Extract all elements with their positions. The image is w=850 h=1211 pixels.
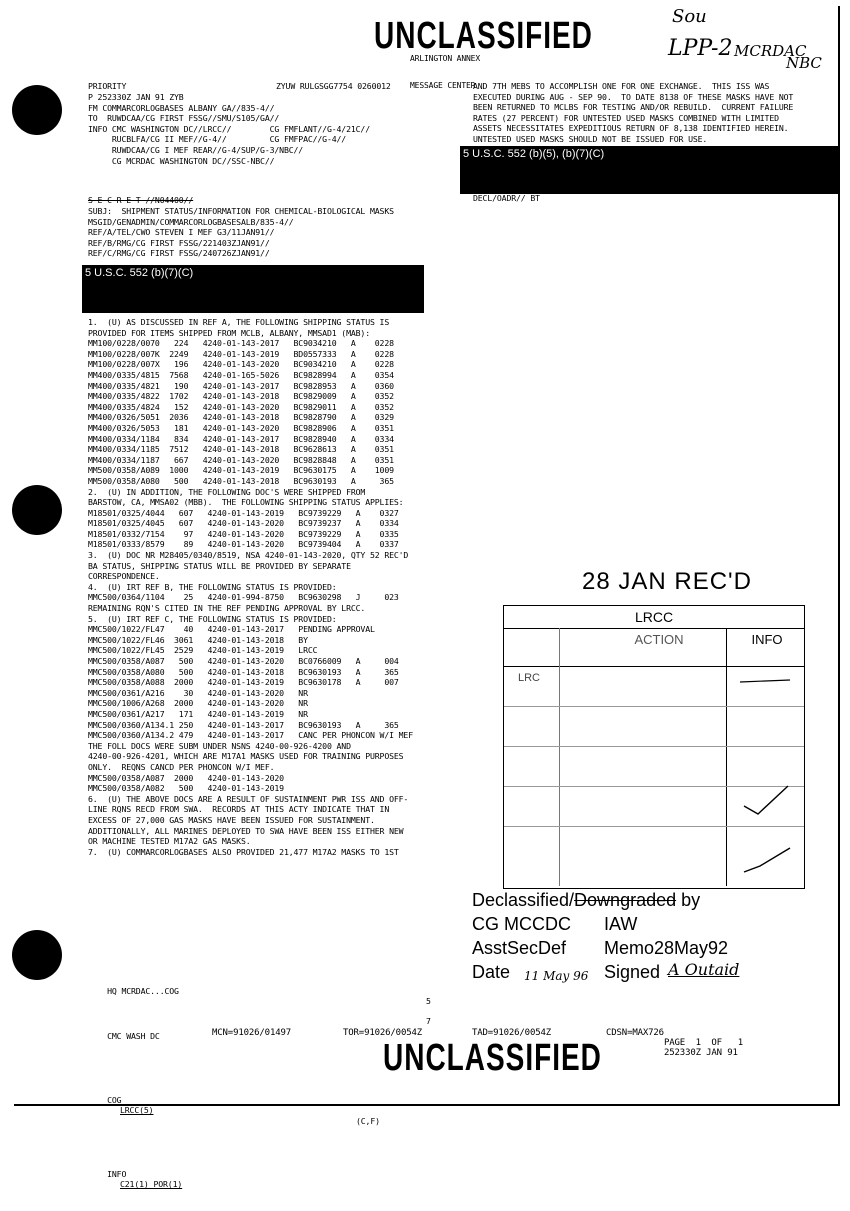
body-line: 4. (U) IRT REF B, THE FOLLOWING STATUS IS PROVIDED: [88,581,337,592]
body-line: MM400/0326/5051 2036 4240-01-143-2018 BC9828790 A 0329 [88,412,394,423]
body-line: MM400/0335/4821 190 4240-01-143-2017 BC9828953 A 0360 [88,380,394,391]
body-line: MMC500/1022/FL47 40 4240-01-143-2017 PENDING APPROVAL [88,624,375,635]
body-line: MM400/0334/1187 667 4240-01-143-2020 BC9828848 A 0351 [88,454,394,465]
message-continuation [473,81,793,145]
continuation-line: ASSETS NECESSITATES EXPEDITIOUS RETURN OF 8,138 IDENTIFIED HEREIN. [473,123,789,134]
routing-line: ZYUW RULGSGG7754 0260012 [276,81,391,91]
body-line: MMC500/0360/A134.1 250 4240-01-143-2017 BC9630193 A 365 [88,719,399,730]
lrcc-routing-stamp [503,605,805,889]
body-line: M18501/0325/4045 607 4240-01-143-2020 BC9739237 A 0334 [88,518,399,529]
declass-date-handwritten: 11 May 96 [524,969,589,983]
body-line: ADDITIONALLY, ALL MARINES DEPLOYED TO SWA HAVE BEEN ISS EITHER NEW [88,825,404,836]
body-line: MMC500/0358/A087 500 4240-01-143-2020 BC0766009 A 004 [88,656,399,666]
punch-hole-bottom [12,930,62,980]
punch-hole-middle [12,485,62,535]
footer-dtg: 252330Z JAN 91 [664,1048,738,1058]
header-line: CG MCRDAC WASHINGTON DC//SSC-NBC// [88,155,275,166]
handwritten-note-1: Sou [672,6,707,27]
lrcc-col-info: INFO [751,632,783,647]
header-line: RUCBLFA/CG II MEF//G-4// CG FMFPAC//G-4// [88,134,347,145]
handwritten-note-4: NBC [786,54,822,72]
footer-info-value: C21(1) POR(1) [120,1179,183,1190]
body-line: MM400/0335/4824 152 4240-01-143-2020 BC9829011 A 0352 [88,401,394,412]
continuation-line: EXECUTED DURING AUG - SEP 90. TO DATE 8138 OF THESE MASKS HAVE NOT [473,91,794,102]
subject-block [88,206,394,259]
subject-line: REF/B/RMG/CG FIRST FSSG/221403ZJAN91// [88,237,270,248]
body-line: MMC500/0364/1104 25 4240-01-994-8750 BC9630298 J 023 [88,592,399,603]
subject-line: SUBJ: SHIPMENT STATUS/INFORMATION FOR CHEMICAL-BIOLOGICAL MASKS [88,206,394,216]
classification-top: UNCLASSIFIED [374,14,593,56]
subject-line: REF/C/RMG/CG FIRST FSSG/240726ZJAN91// [88,248,270,259]
body-line: ONLY. REQNS CANCD PER PHONCON W/I MEF. [88,761,275,772]
lrcc-col-action: ACTION [634,632,684,647]
footer-line-1-num: 5 [426,996,431,1007]
message-body [88,317,413,857]
body-line: MMC500/0361/A216 30 4240-01-143-2020 NR [88,687,308,698]
body-line: MM500/0358/A080 500 4240-01-143-2018 BC9630193 A 365 [88,475,394,486]
body-line: EXCESS OF 27,000 GAS MASKS HAVE BEEN ISSUED FOR SUSTAINMENT. [88,814,375,825]
footer-cdsn: CDSN=MAX726 [606,1028,664,1038]
declass-line1-b: Downgraded [574,890,677,910]
header-line: INFO CMC WASHINGTON DC//LRCC// CG FMFLANT//G-4/21C// [88,123,370,134]
secret-line: S E C R E T //N04400// [88,195,194,205]
subject-line: REF/A/TEL/CWO STEVEN I MEF G3/11JAN91// [88,227,275,238]
footer-cog-code: (C,F) [356,1115,380,1126]
body-line: M18501/0325/4044 607 4240-01-143-2019 BC9739229 A 0327 [88,507,399,518]
continuation-line: BEEN RETURNED TO MCLBS FOR TESTING AND/OR REBUILD. CURRENT FAILURE [473,102,794,113]
declass-line1-c: by [681,890,701,910]
body-line: M18501/0333/8579 89 4240-01-143-2020 BC9739404 A 0337 [88,539,399,550]
handwritten-note-3: MCRDAC [734,42,807,60]
declassification-block [472,888,832,984]
declass-line3-a: AsstSecDef [472,938,567,958]
body-line: MMC500/0358/A088 2000 4240-01-143-2019 BC9630178 A 007 [88,677,399,688]
declass-line2-b: IAW [604,914,638,934]
body-line: MM100/0228/0070 224 4240-01-143-2017 BC9034210 A 0228 [88,338,394,349]
body-line: OR MACHINE TESTED M17A2 GAS MASKS. [88,836,251,847]
body-line: 2. (U) IN ADDITION, THE FOLLOWING DOC'S WERE SHIPPED FROM [88,486,366,497]
continuation-line: AND 7TH MEBS TO ACCOMPLISH ONE FOR ONE EXCHANGE. THIS ISS WAS [473,81,770,91]
body-line: MMC500/1006/A268 2000 4240-01-143-2020 NR [88,698,308,709]
footer-tad: TAD=91026/0054Z [472,1028,552,1038]
message-header [88,92,370,166]
body-line: THE FOLL DOCS WERE SUBM UNDER NSNS 4240-00-926-4200 AND [88,740,351,751]
header-line: RUWDCAA/CG I MEF REAR//G-4/SUP/G-3/NBC// [88,144,304,155]
stamp-line-1: ARLINGTON ANNEX [410,54,480,63]
body-line: MM400/0335/4822 1702 4240-01-143-2018 BC9829009 A 0352 [88,391,394,402]
punch-hole-top [12,85,62,135]
body-line: MM400/0335/4815 7568 4240-01-165-5026 BC9828994 A 0354 [88,369,394,380]
body-line: MM400/0334/1185 7512 4240-01-143-2018 BC9628613 A 0351 [88,444,394,455]
footer-line-2: CMC WASH DC [107,1030,160,1041]
declass-line2-a: CG MCCDC [472,914,571,934]
subject-line: MSGID/GENADMIN/COMMARCORLOGBASESALB/835-4// [88,216,294,227]
body-line: PROVIDED FOR ITEMS SHIPPED FROM MCLB, ALBANY, MMSAD1 (MAB): [88,327,370,338]
body-line: MMC500/0361/A217 171 4240-01-143-2019 NR [88,708,308,719]
footer-info-label: INFO [107,1168,127,1179]
body-line: BA STATUS, SHIPPING STATUS WILL BE PROVIDED BY SEPARATE [88,560,351,571]
body-line: MMC500/0360/A134.2 479 4240-01-143-2017 CANC PER PHONCON W/I MEF [88,730,413,741]
footer-line-1: HQ MCRDAC...COG [107,985,179,996]
body-line: 7. (U) COMMARCORLOGBASES ALSO PROVIDED 21,477 M17A2 MASKS TO 1ST [88,846,399,857]
body-line: MMC500/1022/FL46 3061 4240-01-143-2018 BY [88,634,308,645]
body-line: 3. (U) DOC NR M28405/0340/8519, NSA 4240-01-143-2020, QTY 52 REC'D [88,550,409,561]
stamp-line-2: MESSAGE CENTER [410,81,476,90]
body-line: M18501/0332/7154 97 4240-01-143-2020 BC9739229 A 0335 [88,528,399,539]
body-line: REMAINING RQN'S CITED IN THE REF PENDING APPROVAL BY LRCC. [88,603,366,614]
header-line: TO RUWDCAA/CG FIRST FSSG//SMU/S105/GA// [88,113,280,124]
body-line: 4240-00-926-4201, WHICH ARE M17A1 MASKS USED FOR TRAINING PURPOSES [88,751,404,762]
body-line: 6. (U) THE ABOVE DOCS ARE A RESULT OF SUSTAINMENT PWR ISS AND OFF- [88,793,409,804]
declass-line1-a: Declassified/ [472,890,575,910]
body-line: MMC500/0358/A080 500 4240-01-143-2018 BC9630193 A 365 [88,666,399,677]
body-line: MM100/0228/007X 196 4240-01-143-2020 BC9034210 A 0228 [88,359,394,370]
body-line: MMC500/0358/A087 2000 4240-01-143-2020 [88,772,284,783]
body-line: LINE RQNS RECD FROM SWA. RECORDS AT THIS ACTY INDICATE THAT IN [88,804,390,815]
body-line: MM500/0358/A089 1000 4240-01-143-2019 BC9630175 A 1009 [88,465,394,476]
body-line: CORRESPONDENCE. [88,571,160,582]
redaction-left: 5 U.S.C. 552 (b)(7)(C) [82,265,424,313]
handwritten-note-2: LPP-2 [668,36,733,61]
declass-line4-b: Signed [604,962,661,982]
footer-tor: TOR=91026/0054Z [343,1028,423,1038]
declass-signature: A Outaid [668,960,740,979]
lrcc-row-1: LRC [518,672,541,684]
body-line: 1. (U) AS DISCUSSED IN REF A, THE FOLLOWING SHIPPING STATUS IS [88,317,390,327]
footer-cog-value: LRCC(5) [120,1105,154,1116]
lrcc-header: LRCC [504,606,804,629]
body-line: BARSTOW, CA, MMSA02 (MBB). THE FOLLOWING SHIPPING STATUS APPLIES: [88,497,404,508]
footer-page: PAGE 1 OF 1 [664,1038,744,1048]
body-line: MMC500/0358/A082 500 4240-01-143-2019 [88,783,284,794]
body-line: MM400/0334/1184 834 4240-01-143-2017 BC9828940 A 0334 [88,433,394,444]
checkmark-icon [730,676,800,876]
classification-bottom: UNCLASSIFIED [383,1036,602,1078]
declass-line3-b: Memo28May92 [604,938,729,958]
body-line: MM400/0326/5053 181 4240-01-143-2020 BC9828906 A 0351 [88,422,394,433]
footer-line-2-num: 7 [426,1016,431,1027]
precedence: PRIORITY [88,81,127,91]
redaction-right: 5 U.S.C. 552 (b)(5), (b)(7)(C) [460,146,838,194]
body-line: MM100/0228/007K 2249 4240-01-143-2019 BD0557333 A 0228 [88,348,394,359]
continuation-line: RATES (27 PERCENT) FOR UNTESTED USED MASKS COMBINED WITH LIMITED [473,112,779,123]
declass-line4-a: Date [472,962,511,982]
continuation-line: UNTESTED USED MASKS SHOULD NOT BE ISSUED FOR USE. [473,133,708,144]
declassification-line: DECL/OADR// BT [473,193,540,203]
body-line: 5. (U) IRT REF C, THE FOLLOWING STATUS IS PROVIDED: [88,613,337,624]
body-line: MMC500/1022/FL45 2529 4240-01-143-2019 LRCC [88,645,318,656]
footer-mcn: MCN=91026/01497 [212,1028,292,1038]
message-center-stamp [410,36,480,99]
header-line: P 252330Z JAN 91 ZYB [88,92,184,102]
header-line: FM COMMARCORLOGBASES ALBANY GA//835-4// [88,102,275,113]
footer-cog-label: COG [107,1094,122,1105]
received-date-stamp: 28 JAN REC'D [582,568,752,595]
